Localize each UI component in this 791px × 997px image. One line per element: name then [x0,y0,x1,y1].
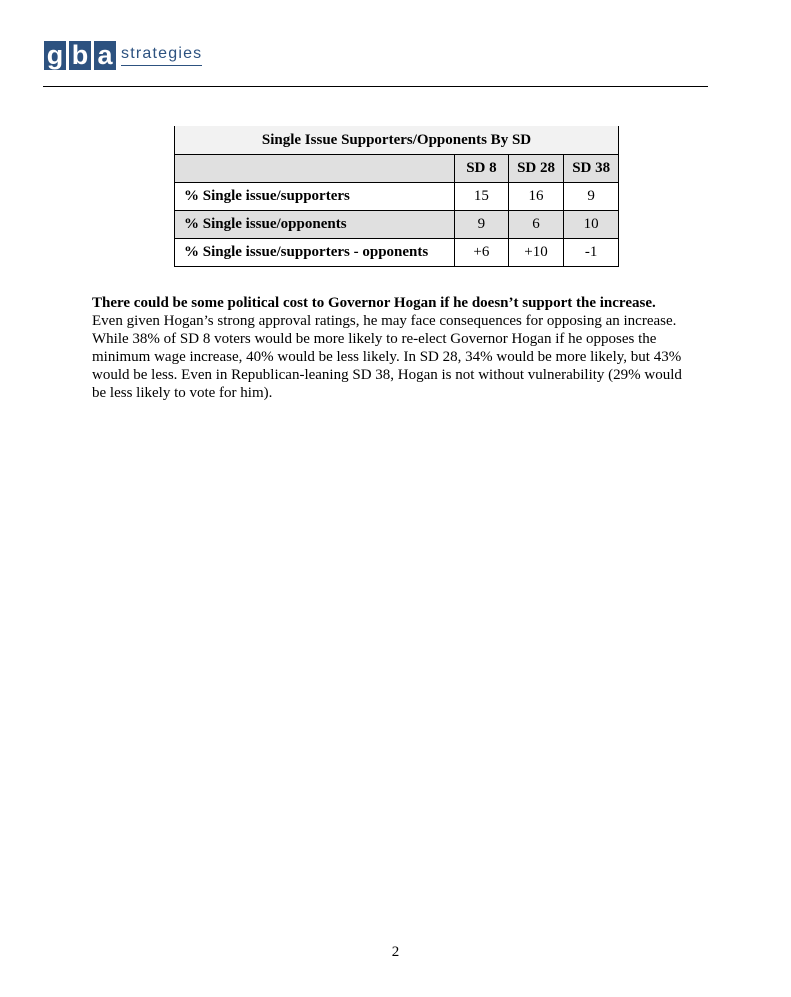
column-header: SD 38 [564,155,619,183]
paragraph-lead: There could be some political cost to Governor Hogan if he doesn’t support the increase. [92,295,656,311]
single-issue-table [174,126,619,267]
page-number: 2 [391,944,400,960]
header-rule [43,86,708,87]
table-cell: 10 [564,211,619,239]
row-label: % Single issue/supporters [175,183,455,211]
table-cell: +10 [508,239,564,267]
table-cell: 9 [564,183,619,211]
table-title: Single Issue Supporters/Opponents By SD [175,126,619,155]
paragraph-text: Even given Hogan’s strong approval ratings, he may face consequences for opposing an increase. While 38% of SD 8 voters would be more likely to re-elect Governor Hogan if he opposes the minimum wage increase, 40% would be less likely. In SD 28, 34% would be more likely, but 43% would be less. Even in Republican-leaning SD 38, Hogan is not without vulnerability (29% would be less likely to vote for him). [92,313,682,401]
logo-letter-a: a [94,41,116,70]
body-paragraph [92,294,692,402]
column-header: SD 8 [455,155,509,183]
table-header-row [175,155,619,183]
table-cell: 16 [508,183,564,211]
logo-wordmark: strategies [121,46,202,66]
logo-letter-g: g [44,41,66,70]
row-label: % Single issue/supporters - opponents [175,239,455,267]
table-cell: +6 [455,239,509,267]
table-row [175,239,619,267]
table-title-row [175,126,619,155]
gba-strategies-logo [44,41,202,70]
table-cell: 15 [455,183,509,211]
header-blank-cell [175,155,455,183]
column-header: SD 28 [508,155,564,183]
row-label: % Single issue/opponents [175,211,455,239]
table-cell: 6 [508,211,564,239]
logo-letter-b: b [69,41,91,70]
table-cell: -1 [564,239,619,267]
table-cell: 9 [455,211,509,239]
table-row [175,211,619,239]
table-row [175,183,619,211]
